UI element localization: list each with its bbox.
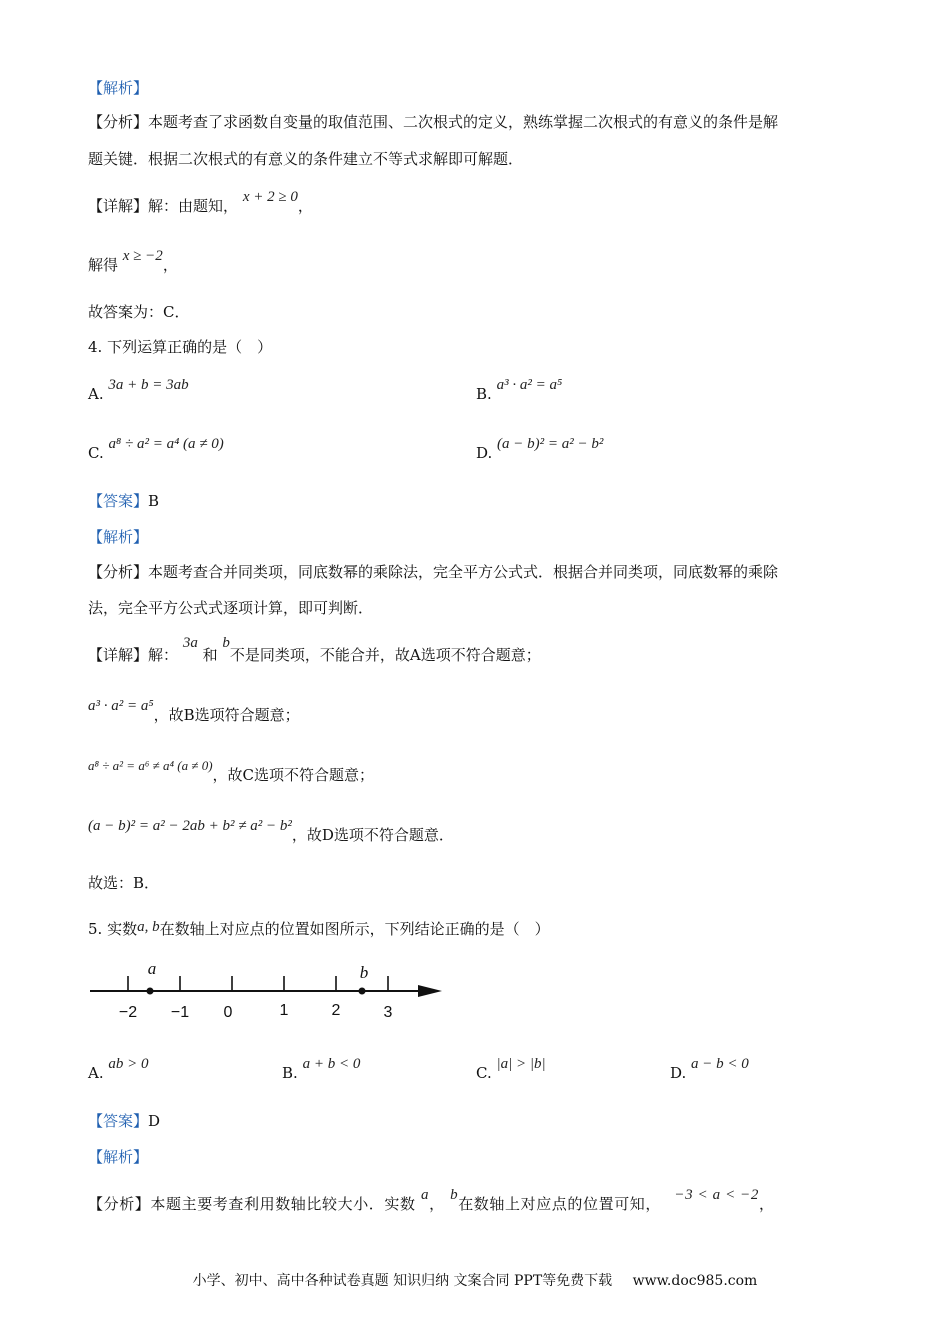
detail-line — [88, 189, 313, 217]
answer-value: D — [148, 1112, 161, 1130]
detail-prefix: 解：由题知， — [148, 197, 239, 215]
conclusion-line: 故选：B． — [88, 874, 160, 892]
q5-option-c — [476, 1056, 546, 1084]
detail-line-a — [88, 635, 541, 666]
detail-text: ，故C选项不符合题意； — [212, 766, 375, 784]
axis-ticks — [128, 976, 388, 991]
inequality-formula: x + 2 ≥ 0 — [242, 189, 298, 205]
tick-label: 0 — [223, 1004, 233, 1021]
tick-label: 3 — [383, 1004, 393, 1021]
option-letter: B. — [476, 385, 492, 403]
option-letter: A. — [88, 385, 104, 403]
option-letter: D. — [476, 444, 493, 462]
term-3a: 3a — [182, 635, 198, 651]
q4-option-d — [476, 436, 604, 464]
analysis-continuation: 法，完全平方公式式逐项计算，即可判断． — [88, 599, 374, 617]
formula-c: a⁸ ÷ a² = a⁶ ≠ a⁴ (a ≠ 0) — [88, 758, 213, 773]
analysis-text: 本题主要考查利用数轴比较大小．实数 — [150, 1195, 416, 1213]
footer-url: www.doc985.com — [632, 1273, 758, 1289]
answer-tag: 【答案】 — [88, 1112, 149, 1130]
detail-line-c — [88, 758, 375, 786]
page-footer — [0, 1270, 950, 1290]
analysis-continuation: 题关键．根据二次根式的有意义的条件建立不等式求解即可解题． — [88, 150, 524, 168]
connector-text: 和 — [202, 646, 218, 664]
option-formula: |a| > |b| — [496, 1056, 546, 1072]
point-a — [147, 988, 154, 995]
punctuation: ， — [297, 197, 313, 215]
point-b — [359, 988, 366, 995]
stem-suffix: 在数轴上对应点的位置如图所示，下列结论正确的是（ ） — [159, 920, 550, 938]
point-b-label: b — [359, 963, 369, 982]
analysis-paragraph — [88, 1187, 775, 1215]
detail-line-b — [88, 698, 300, 726]
punctuation: ， — [429, 1195, 445, 1213]
option-formula: (a − b)² = a² − b² — [497, 436, 604, 452]
tick-label: 2 — [331, 1002, 341, 1019]
option-formula: ab > 0 — [108, 1056, 149, 1072]
term-b: b — [450, 1187, 459, 1203]
solution-formula: x ≥ −2 — [122, 248, 163, 264]
jiexi-heading: 【解析】 — [88, 1148, 149, 1166]
detail-prefix: 解： — [148, 646, 179, 664]
footer-text: 小学、初中、高中各种试卷真题 知识归纳 文案合同 PPT等免费下载 — [192, 1273, 613, 1289]
formula-b: a³ · a² = a⁵ — [88, 698, 154, 714]
jiexi-heading: 【解析】 — [88, 528, 149, 546]
answer-line — [88, 1111, 160, 1131]
tick-label: −2 — [118, 1004, 138, 1021]
detail-text: ，故D选项不符合题意． — [291, 826, 454, 844]
range-formula: −3 < a < −2 — [674, 1187, 759, 1203]
option-letter: A. — [88, 1064, 104, 1082]
solve-line — [88, 248, 178, 276]
point-a-label: a — [147, 959, 157, 978]
analysis-text: 本题考查合并同类项，同底数幂的乘除法，完全平方公式式．根据合并同类项，同底数幂的乘除 — [148, 563, 779, 581]
question-4-stem: 4. 下列运算正确的是（ ） — [88, 338, 273, 356]
analysis-tag: 【分析】 — [88, 113, 149, 131]
answer-value: B — [148, 492, 160, 510]
stem-prefix: 5. 实数 — [88, 920, 138, 938]
punctuation: ， — [758, 1195, 775, 1213]
option-formula: a³ · a² = a⁵ — [496, 377, 563, 393]
solve-prefix: 解得 — [88, 256, 119, 274]
q4-option-a — [88, 377, 189, 405]
q5-option-d — [670, 1056, 749, 1084]
detail-text: 不是同类项，不能合并，故A选项不符合题意； — [229, 646, 541, 664]
option-formula: 3a + b = 3ab — [108, 377, 189, 393]
analysis-paragraph — [88, 562, 778, 582]
q5-option-a — [88, 1056, 149, 1084]
formula-d: (a − b)² = a² − 2ab + b² ≠ a² − b² — [88, 818, 292, 834]
axis-arrow-icon — [418, 985, 442, 997]
analysis-paragraph — [88, 112, 778, 132]
detail-line-d — [88, 818, 454, 846]
option-letter: B. — [282, 1064, 298, 1082]
detail-text: ，故B选项符合题意； — [153, 706, 300, 724]
option-letter: C. — [476, 1064, 492, 1082]
conclusion-line: 故答案为：C． — [88, 303, 190, 321]
option-letter: D. — [670, 1064, 687, 1082]
q4-option-b — [476, 377, 563, 405]
stem-formula: a, b — [137, 919, 160, 935]
number-line-figure — [80, 955, 460, 1027]
detail-tag: 【详解】 — [88, 646, 149, 664]
punctuation: ， — [162, 256, 178, 274]
tick-label: 1 — [279, 1002, 289, 1019]
jiexi-heading: 【解析】 — [88, 79, 149, 97]
q4-option-c — [88, 436, 224, 464]
option-letter: C. — [88, 444, 104, 462]
answer-tag: 【答案】 — [88, 492, 149, 510]
detail-tag: 【详解】 — [88, 197, 149, 215]
q5-option-b — [282, 1056, 361, 1084]
option-formula: a + b < 0 — [302, 1056, 361, 1072]
question-5-stem — [88, 919, 550, 940]
term-b: b — [222, 635, 230, 651]
option-formula: a⁸ ÷ a² = a⁴ (a ≠ 0) — [108, 436, 224, 452]
analysis-tag: 【分析】 — [88, 1195, 151, 1213]
term-a: a — [420, 1187, 430, 1203]
answer-line — [88, 491, 159, 511]
analysis-text: 在数轴上对应点的位置可知， — [458, 1195, 661, 1213]
tick-label: −1 — [170, 1004, 190, 1021]
option-formula: a − b < 0 — [691, 1056, 749, 1072]
analysis-tag: 【分析】 — [88, 563, 149, 581]
analysis-text: 本题考查了求函数自变量的取值范围、二次根式的定义，熟练掌握二次根式的有意义的条件是解 — [148, 113, 779, 131]
